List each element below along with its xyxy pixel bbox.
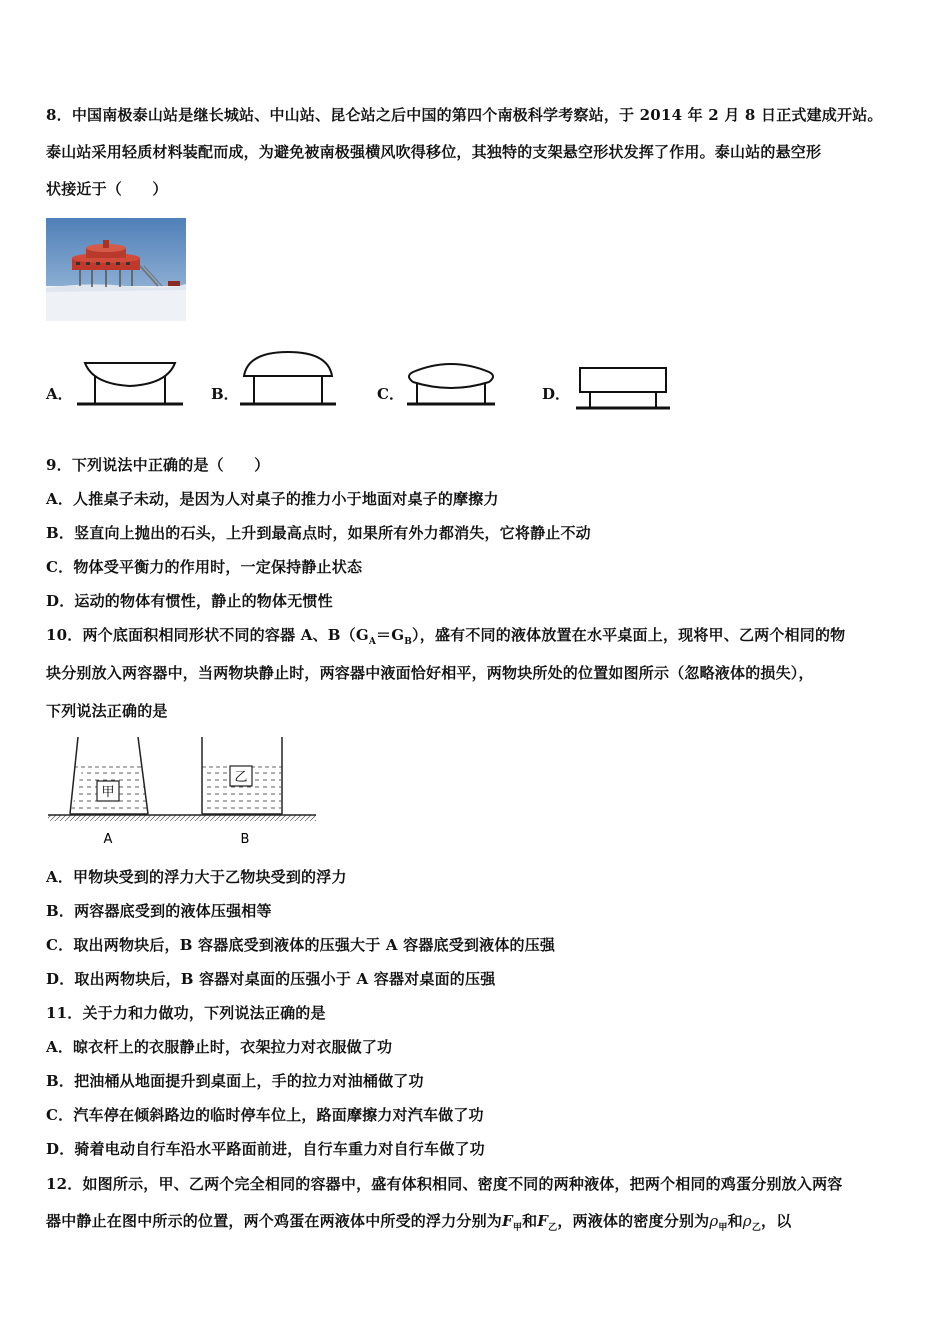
- q12-rho-jia: ρ: [709, 1212, 719, 1230]
- q8-option-a-shape: [75, 358, 185, 408]
- q10-line-1-start: 10．两个底面积相同形状不同的容器 A、B（G: [46, 626, 369, 644]
- q12-sub-jia-2: 甲: [718, 1223, 728, 1233]
- q12-line-2: [46, 1210, 791, 1233]
- q10-option-a: A．甲物块受到的浮力大于乙物块受到的浮力: [46, 868, 347, 886]
- q12-f-yi: F: [537, 1212, 549, 1230]
- q8-option-a-label: A．: [46, 385, 73, 403]
- q10-option-c: C．取出两物块后，B 容器底受到液体的压强大于 A 容器底受到液体的压强: [46, 936, 556, 954]
- q12-line-2-end: ，以: [761, 1212, 792, 1230]
- q10-eq: ＝G: [376, 626, 405, 644]
- q10-block-jia: 甲: [101, 785, 115, 800]
- q11-option-a: A．晾衣杆上的衣服静止时，衣架拉力对衣服做了功: [46, 1038, 393, 1056]
- q12-sub-yi-1: 乙: [548, 1223, 558, 1233]
- q8-line-3: 状接近于（ ）: [46, 180, 168, 198]
- q10-line-2: 块分别放入两容器中，当两物块静止时，两容器中液面恰好相平，两物块所处的位置如图所示（忽略液体的损失），: [46, 664, 814, 682]
- q12-sub-jia-1: 甲: [512, 1223, 523, 1233]
- q12-sub-yi-2: 乙: [751, 1223, 762, 1233]
- q11-option-d: D．骑着电动自行车沿水平路面前进，自行车重力对自行车做了功: [46, 1140, 485, 1158]
- taishan-station-photo: [46, 218, 186, 321]
- q12-and-2: 和: [727, 1212, 743, 1230]
- q8-option-b-label: B．: [211, 385, 239, 403]
- q8-option-d-label: D．: [542, 385, 571, 403]
- q10-line-3: 下列说法正确的是: [46, 702, 168, 720]
- q8-option-b-shape: [238, 348, 338, 408]
- q10-block-yi: 乙: [234, 770, 248, 785]
- q9-option-d: D．运动的物体有惯性，静止的物体无惯性: [46, 592, 333, 610]
- q12-f-jia: F: [502, 1212, 513, 1230]
- q12-and-1: 和: [522, 1212, 538, 1230]
- q11-option-c: C．汽车停在倾斜路边的临时停车位上，路面摩擦力对汽车做了功: [46, 1106, 484, 1124]
- q10-label-b: B: [240, 832, 250, 847]
- q9-stem: 9．下列说法中正确的是（ ）: [46, 456, 270, 474]
- q8-option-c-shape: [405, 356, 497, 408]
- q10-line-1: [46, 624, 845, 647]
- q8-option-d-shape: [574, 364, 672, 412]
- q10-sub-a: A: [368, 637, 377, 647]
- q10-label-a: A: [103, 832, 113, 847]
- q10-option-b: B．两容器底受到的液体压强相等: [46, 902, 272, 920]
- q10-option-d: D．取出两物块后，B 容器对桌面的压强小于 A 容器对桌面的压强: [46, 970, 496, 988]
- q12-rho-yi: ρ: [742, 1212, 752, 1230]
- q10-container-figure: [46, 735, 321, 850]
- q10-sub-b: B: [404, 637, 413, 647]
- q12-line-2-start: 器中静止在图中所示的位置，两个鸡蛋在两液体中所受的浮力分别为: [46, 1212, 503, 1230]
- q12-line-2-mid: ，两液体的密度分别为: [557, 1212, 710, 1230]
- q8-option-c-label: C．: [377, 385, 404, 403]
- q11-stem: 11．关于力和力做功，下列说法正确的是: [46, 1004, 326, 1022]
- q8-line-2: 泰山站采用轻质材料装配而成，为避免被南极强横风吹得移位，其独特的支架悬空形状发挥了作用。泰山站的悬空形: [46, 143, 822, 161]
- q9-option-c: C．物体受平衡力的作用时，一定保持静止状态: [46, 558, 363, 576]
- q9-option-b: B．竖直向上抛出的石头，上升到最高点时，如果所有外力都消失，它将静止不动: [46, 524, 591, 542]
- q8-line-1: 8．中国南极泰山站是继长城站、中山站、昆仑站之后中国的第四个南极科学考察站，于 2014 年 2 月 8 日正式建成开站。: [46, 106, 883, 124]
- q12-line-1: 12．如图所示，甲、乙两个完全相同的容器中，盛有体积相同、密度不同的两种液体，把两个相同的鸡蛋分别放入两容: [46, 1175, 843, 1193]
- q10-line-1-end: ），盛有不同的液体放置在水平桌面上，现将甲、乙两个相同的物: [412, 626, 846, 644]
- q9-option-a: A．人推桌子未动，是因为人对桌子的推力小于地面对桌子的摩擦力: [46, 490, 499, 508]
- q11-option-b: B．把油桶从地面提升到桌面上，手的拉力对油桶做了功: [46, 1072, 424, 1090]
